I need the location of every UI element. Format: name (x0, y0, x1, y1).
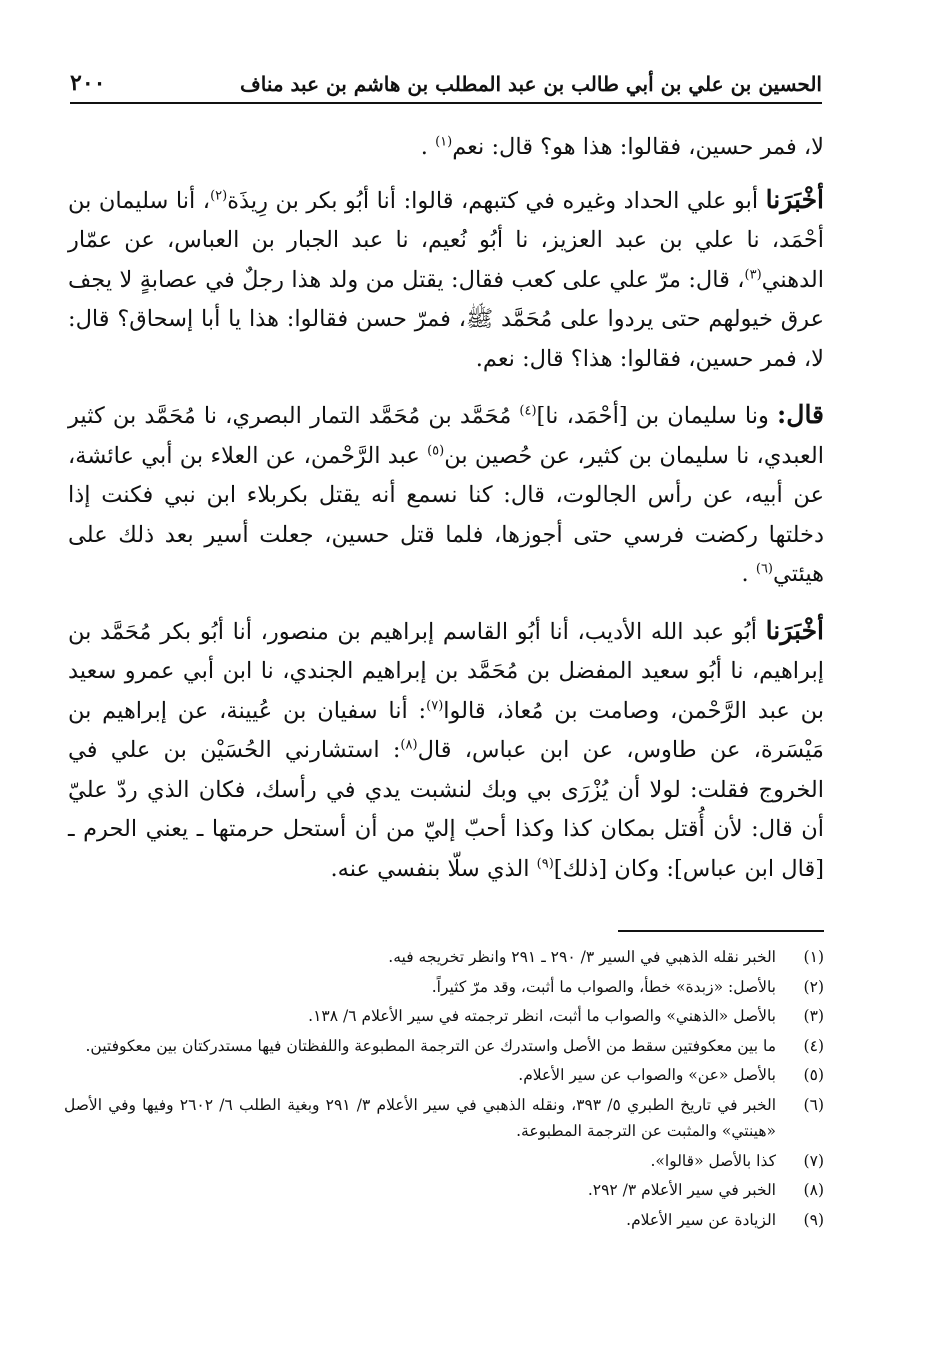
footnote-number: (٢) (803, 977, 824, 996)
footnote-separator (618, 930, 824, 932)
paragraph-text: ونا سليمان بن [أحْمَد، نا] (536, 403, 769, 429)
footnote-number: (٨) (803, 1181, 824, 1199)
main-text (68, 128, 824, 905)
paragraph-text: أبُو عبد الله الأديب، أنا أبُو القاسم إبراهيم بن منصور، أنا أبُو بكر مُحَمَّد بن إبراهيم، نا أبُو سعيد المفضل بن مُحَمَّد بن إبراهيم الجندي، نا ابن أبي عمرو سعيد بن عبد الرَّحْمن، وصامت بن مُعاذ، قالوا (68, 618, 824, 724)
paragraph-4 (68, 611, 824, 890)
lead-word: أخْبَرَنا (765, 184, 824, 214)
paragraph-1 (68, 128, 824, 168)
footnote-number: (٣) (803, 1007, 824, 1025)
paragraph-text: : استشارني الحُسَيْن بن علي في الخروج فقلت: لولا أن يُزْرَى بي وبك لنشبت يدي في رأسك، فكان الذي ردّ عليّ أن قال: لأن أُقتل بمكان كذا وكذا أحبّ إليّ من أن أستحل حرمتها ـ يعني الحرم ـ [قال ابن عباس]: وكان [ذلك] (68, 737, 824, 882)
footnote-number: (٩) (803, 1210, 824, 1229)
footnote-text: الزيادة عن سير الأعلام. (626, 1210, 776, 1229)
footnote-text: الخبر في تاريخ الطبري ٥/ ٣٩٣، ونقله الذهبي في سير الأعلام ٣/ ٢٩١ وبغية الطلب ٦/ ٢٦٠٢ وفيها وفي الأصل «هينتي» والمثبت عن الترجمة المطبوعة. (64, 1095, 777, 1140)
paragraph-2 (68, 180, 824, 380)
footnote (64, 1207, 824, 1234)
footnote-number: (٦) (803, 1095, 824, 1114)
paragraph-text: ، قال: مرّ علي على كعب فقال: يقتل من ولد هذا رجلٌ في عصابةٍ لا يجف عرق خيولهم حتى يردوا على مُحَمَّد ﷺ، فمرّ حسن فقالوا: هذا يا أبا إسحاق؟ قال: لا، فمر حسين، فقالوا: هذا؟ قال: نعم. (68, 266, 824, 372)
paragraph-text: ، أنا سليمان بن أحْمَد، نا علي بن عبد العزيز، نا أبُو نُعيم، نا عبد الجبار بن العباس، عن عمّار الدهني (68, 187, 824, 293)
footnote (64, 1003, 824, 1030)
footnote-ref: (٦) (755, 561, 773, 577)
footnote (64, 1177, 824, 1204)
footnote-ref: (١) (435, 134, 453, 150)
footnote (64, 1092, 824, 1145)
footnote-ref: (٣) (744, 267, 762, 282)
footnote-text: كذا بالأصل «قالوا». (650, 1151, 776, 1170)
footnote (64, 1148, 824, 1175)
paragraph-text: مُحَمَّد بن مُحَمَّد التمار البصري، نا مُحَمَّد بن كثير العبدي، نا سليمان بن كثير، عن حُصين بن (68, 403, 824, 469)
lead-word: أخْبَرَنا (765, 615, 824, 645)
footnote-text: بالأصل «عن» والصواب عن سير الأعلام. (518, 1066, 776, 1084)
footnote (64, 1033, 824, 1060)
footnote-ref: (٩) (536, 856, 554, 871)
footnote-text: الخبر في سير الأعلام ٣/ ٢٩٢. (587, 1181, 776, 1199)
footnote-number: (٥) (803, 1066, 824, 1084)
footnote-ref: (٨) (400, 737, 418, 753)
footnote-number: (١) (803, 948, 824, 966)
footnote (64, 974, 824, 1001)
footnote-ref: (٤) (519, 403, 537, 419)
footnote-number: (٧) (803, 1151, 824, 1170)
footnote-text: ما بين معكوفتين سقط من الأصل واستدرك عن الترجمة المطبوعة واللفظتان فيها مستدركتان بين معكوفتين. (85, 1036, 776, 1055)
footnotes (64, 944, 824, 1236)
page-header (70, 60, 822, 104)
paragraph-text: أبو علي الحداد وغيره في كتبهم، قالوا: أنا أبُو بكر بن رِيذَة (227, 187, 759, 214)
running-title: الحسين بن علي بن أبي طالب بن عبد المطلب بن هاشم بن عبد مناف (240, 72, 822, 96)
paragraph-text: عبد الرَّحْمن، عن العلاء بن أبي عائشة، عن أبيه، عن رأس الجالوت، قال: كنا نسمع أنه يقتل بكربلاء ابن نبي فكنت إذا دخلتها ركضت فرسي حتى أجوزها، فلما قتل حسين، جعلت أسير بعد ذلك على هيئتي (68, 442, 824, 587)
lead-word: قال: (777, 400, 825, 429)
footnote-text: الخبر نقله الذهبي في السير ٣/ ٢٩٠ ـ ٢٩١ وانظر تخريجه فيه. (388, 948, 776, 966)
footnote-ref: (٢) (210, 188, 228, 203)
paragraph-end: . (741, 561, 749, 587)
footnote (64, 1062, 824, 1089)
paragraph-text: لا، فمر حسين، فقالوا: هذا هو؟ قال: نعم (452, 134, 824, 160)
footnote-number: (٤) (803, 1036, 824, 1055)
paragraph-3 (68, 395, 824, 595)
paragraph-text: : أنا سفيان بن عُيينة، عن إبراهيم بن مَيْسَرة، عن طاوس، عن ابن عباس، قال (68, 697, 824, 763)
footnote (64, 944, 824, 971)
footnote-ref: (٥) (427, 443, 445, 458)
footnote-text: بالأصل «الذهني» والصواب ما أثبت، انظر ترجمته في سير الأعلام ٦/ ١٣٨. (308, 1007, 776, 1025)
page-number: ٢٠٠ (70, 70, 106, 96)
footnote-text: بالأصل: «زبدة» خطأ، والصواب ما أثبت، وقد مرّ كثيراً. (431, 977, 776, 996)
paragraph-end: . (420, 134, 428, 160)
paragraph-text: الذي سلّا بنفسي عنه. (330, 855, 537, 882)
footnote-ref: (٧) (426, 698, 444, 713)
